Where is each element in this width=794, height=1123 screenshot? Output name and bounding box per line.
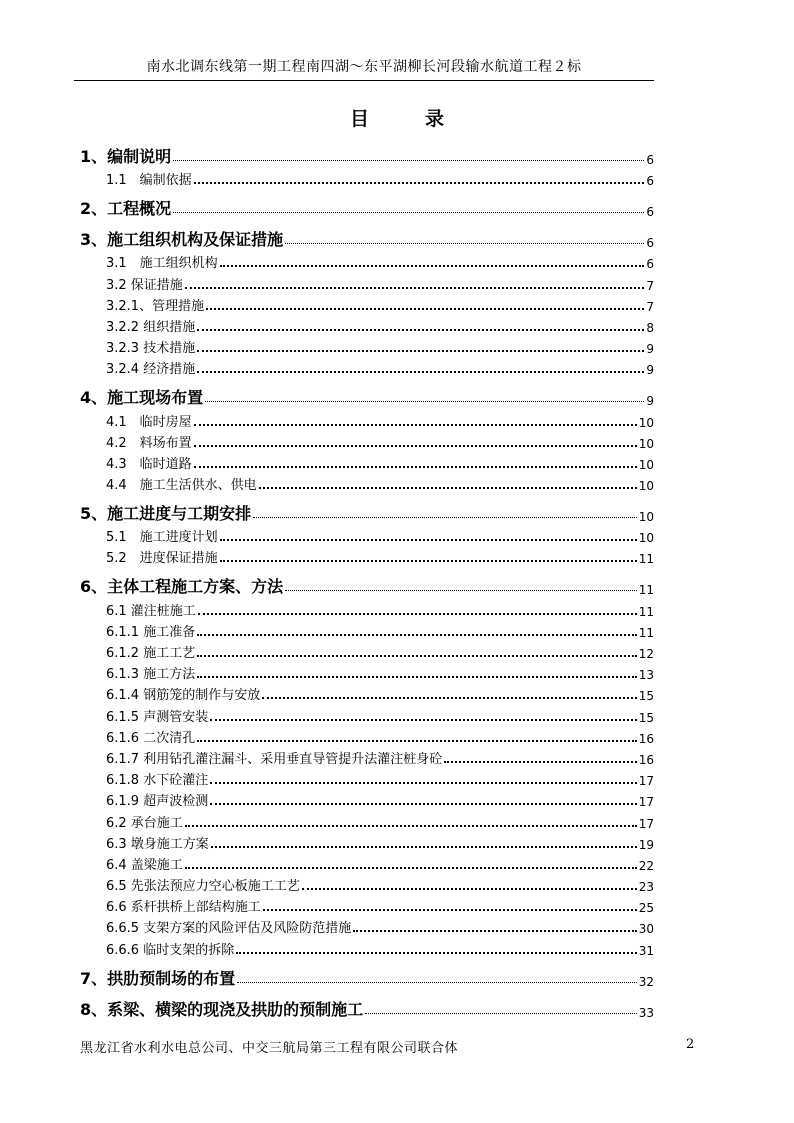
toc-section-entry[interactable]: [80, 314, 654, 335]
toc-entry-page: 7: [646, 299, 654, 314]
toc-entry-label: 3.2.4 经济措施: [106, 362, 196, 378]
toc-entry-label: 4.1 临时房屋: [106, 414, 192, 430]
toc-entry-page: 33: [638, 1005, 654, 1020]
toc-entry-page: 9: [646, 394, 654, 409]
toc-entry-label: 8、系梁、横梁的现浇及拱肋的预制施工: [80, 999, 364, 1019]
toc-section-entry[interactable]: [80, 356, 654, 377]
toc-entry-page: 15: [638, 710, 654, 725]
toc-entry-page: 17: [638, 816, 654, 831]
toc-section-entry[interactable]: [80, 250, 654, 271]
toc-section-entry[interactable]: [80, 408, 654, 429]
toc-section-entry[interactable]: [80, 936, 654, 957]
toc-entry-page: 10: [638, 457, 654, 472]
toc-leader-dots: [353, 930, 637, 932]
toc-entry-label: 3.2.1、管理措施: [106, 298, 205, 314]
toc-entry-label: 6.1.1 施工准备: [106, 624, 196, 640]
toc-section-entry[interactable]: [80, 746, 654, 767]
toc-leader-dots: [236, 952, 637, 954]
toc-section-entry[interactable]: [80, 809, 654, 830]
toc-chapter-entry[interactable]: [80, 566, 654, 597]
toc-entry-label: 6.1.6 二次清孔: [106, 730, 196, 746]
toc-entry-label: 6.1 灌注桩施工: [106, 603, 196, 619]
toc-leader-dots: [220, 539, 637, 541]
toc-leader-dots: [259, 487, 637, 489]
toc-chapter-entry[interactable]: [80, 219, 654, 250]
toc-leader-dots: [185, 867, 637, 869]
toc-entry-page: 15: [638, 689, 654, 704]
toc-entry-label: 3.1 施工组织机构: [106, 256, 218, 272]
toc-entry-label: 1.1 编制依据: [106, 173, 192, 189]
toc-section-entry[interactable]: [80, 167, 654, 188]
toc-chapter-entry[interactable]: [80, 136, 654, 167]
toc-leader-dots: [194, 424, 637, 426]
toc-leader-dots: [253, 517, 637, 518]
toc-leader-dots: [210, 803, 637, 805]
toc-section-entry[interactable]: [80, 725, 654, 746]
toc-leader-dots: [197, 634, 637, 636]
toc-leader-dots: [210, 719, 637, 721]
toc-leader-dots: [197, 676, 637, 678]
toc-entry-label: 6.6 系杆拱桥上部结构施工: [106, 900, 261, 916]
toc-title: [0, 104, 794, 131]
toc-leader-dots: [263, 909, 637, 911]
toc-entry-page: 31: [638, 943, 654, 958]
toc-entry-label: 6.4 盖梁施工: [106, 857, 183, 873]
toc-entry-label: 6.1.2 施工工艺: [106, 646, 196, 661]
footer-organization: 黑龙江省水利水电总公司、中交三航局第三工程有限公司联合体: [80, 1041, 459, 1056]
toc-entry-page: 22: [638, 858, 654, 873]
toc-entry-label: 6.1.4 钢筋笼的制作与安放: [106, 688, 261, 704]
toc-leader-dots: [197, 371, 644, 373]
toc-entry-label: 3、施工组织机构及保证措施: [80, 230, 284, 250]
toc-entry-label: 3.2 保证措施: [106, 277, 183, 293]
toc-entry-page: 16: [638, 752, 654, 767]
toc-section-entry[interactable]: [80, 767, 654, 788]
running-header: 南水北调东线第一期工程南四湖～东平湖柳长河段输水航道工程２标: [146, 59, 582, 75]
toc-leader-dots: [262, 697, 637, 699]
toc-section-entry[interactable]: [80, 852, 654, 873]
toc-entry-page: 9: [646, 342, 654, 357]
toc-leader-dots: [173, 160, 644, 161]
toc-leader-dots: [444, 761, 637, 763]
toc-entry-label: 5.2 进度保证措施: [106, 551, 218, 567]
toc-chapter-entry[interactable]: [80, 493, 654, 524]
toc-entry-label: 6.5 先张法预应力空心板施工工艺: [106, 879, 300, 895]
toc-entry-label: 7、拱肋预制场的布置: [80, 968, 236, 988]
table-of-contents: [80, 136, 654, 1020]
toc-section-entry[interactable]: [80, 788, 654, 809]
toc-entry-page: 6: [646, 153, 654, 167]
page-number: 2: [686, 1037, 695, 1052]
toc-section-entry[interactable]: [80, 597, 654, 618]
toc-section-entry[interactable]: [80, 619, 654, 640]
toc-entry-page: 6: [646, 257, 654, 272]
toc-leader-dots: [206, 308, 644, 310]
toc-section-entry[interactable]: [80, 682, 654, 703]
toc-entry-label: 6.1.8 水下砼灌注: [106, 773, 209, 789]
toc-chapter-entry[interactable]: [80, 188, 654, 219]
toc-entry-page: 10: [638, 436, 654, 451]
toc-section-entry[interactable]: [80, 430, 654, 451]
toc-entry-label: 3.2.3 技术措施: [106, 341, 196, 357]
toc-section-entry[interactable]: [80, 545, 654, 566]
toc-entry-label: 3.2.2 组织措施: [106, 319, 196, 335]
toc-entry-label: 2、工程概况: [80, 199, 172, 219]
toc-entry-page: 11: [638, 625, 654, 640]
toc-entry-page: 10: [638, 531, 654, 546]
toc-section-entry[interactable]: [80, 894, 654, 915]
toc-chapter-entry[interactable]: [80, 958, 654, 989]
toc-leader-dots: [211, 846, 637, 848]
toc-entry-label: 4.4 施工生活供水、供电: [106, 478, 257, 494]
toc-chapter-entry[interactable]: [80, 377, 654, 408]
toc-leader-dots: [220, 560, 637, 562]
toc-leader-dots: [194, 445, 637, 447]
toc-entry-page: 32: [638, 974, 654, 989]
toc-section-entry[interactable]: [80, 831, 654, 852]
toc-entry-label: 5、施工进度与工期安排: [80, 504, 252, 524]
toc-entry-label: 6.1.9 超声波检测: [106, 794, 209, 810]
toc-entry-page: 10: [638, 415, 654, 430]
toc-leader-dots: [237, 982, 637, 983]
toc-entry-label: 6.6.6 临时支架的拆除: [106, 942, 235, 958]
toc-entry-page: 16: [638, 731, 654, 746]
toc-entry-label: 1、编制说明: [80, 147, 172, 166]
toc-leader-dots: [185, 825, 637, 827]
toc-section-entry[interactable]: [80, 661, 654, 682]
toc-leader-dots: [220, 265, 645, 267]
toc-leader-dots: [302, 888, 637, 890]
toc-entry-label: 6、主体工程施工方案、方法: [80, 577, 284, 597]
toc-entry-page: 17: [638, 774, 654, 789]
toc-leader-dots: [205, 401, 644, 402]
toc-entry-page: 6: [646, 174, 654, 189]
toc-entry-page: 6: [646, 205, 654, 220]
toc-leader-dots: [285, 243, 644, 244]
toc-section-entry[interactable]: [80, 524, 654, 545]
toc-section-entry[interactable]: [80, 472, 654, 493]
toc-leader-dots: [194, 182, 645, 184]
toc-entry-page: 30: [638, 922, 654, 937]
toc-leader-dots: [197, 329, 644, 331]
toc-section-entry[interactable]: [80, 335, 654, 356]
toc-entry-label: 6.1.3 施工方法: [106, 667, 196, 683]
toc-leader-dots: [197, 740, 637, 742]
toc-entry-page: 12: [638, 647, 654, 661]
toc-entry-page: 10: [638, 510, 654, 525]
toc-title-char-2: 录: [425, 108, 445, 130]
toc-entry-label: 4、施工现场布置: [80, 388, 204, 408]
toc-entry-page: 7: [646, 278, 654, 293]
toc-section-entry[interactable]: [80, 293, 654, 314]
toc-section-entry[interactable]: [80, 271, 654, 292]
toc-leader-dots: [285, 590, 637, 591]
toc-entry-page: 13: [638, 668, 654, 683]
toc-entry-page: 23: [638, 880, 654, 895]
toc-entry-label: 6.1.7 利用钻孔灌注漏斗、采用垂直导管提升法灌注桩身砼: [106, 751, 443, 767]
toc-entry-page: 11: [638, 583, 654, 598]
toc-entry-label: 6.6.5 支架方案的风险评估及风险防范措施: [106, 921, 352, 937]
toc-entry-page: 6: [646, 236, 654, 251]
toc-section-entry[interactable]: [80, 451, 654, 472]
toc-leader-dots: [185, 287, 645, 289]
toc-entry-page: 8: [646, 320, 654, 335]
toc-entry-page: 17: [638, 795, 654, 810]
toc-entry-label: 4.3 临时道路: [106, 456, 192, 472]
toc-chapter-entry[interactable]: [80, 989, 654, 1020]
toc-leader-dots: [194, 466, 637, 468]
toc-entry-page: 19: [638, 837, 654, 852]
toc-leader-dots: [198, 613, 637, 615]
toc-entry-label: 6.1.5 声测管安装: [106, 709, 209, 725]
toc-entry-page: 11: [638, 552, 654, 567]
toc-entry-page: 25: [638, 901, 654, 916]
toc-entry-page: 9: [646, 363, 654, 378]
toc-leader-dots: [210, 782, 637, 784]
toc-leader-dots: [197, 655, 637, 657]
toc-section-entry[interactable]: [80, 703, 654, 724]
toc-section-entry[interactable]: [80, 640, 654, 661]
toc-entry-label: 4.2 料场布置: [106, 435, 192, 451]
toc-leader-dots: [197, 350, 644, 352]
header-rule: [74, 80, 654, 81]
toc-entry-label: 6.3 墩身施工方案: [106, 836, 209, 852]
toc-entry-page: 10: [638, 479, 654, 494]
toc-section-entry[interactable]: [80, 873, 654, 894]
toc-title-char-1: 目: [349, 108, 369, 130]
toc-section-entry[interactable]: [80, 915, 654, 936]
toc-leader-dots: [173, 212, 644, 213]
toc-entry-page: 11: [638, 604, 654, 619]
toc-entry-label: 5.1 施工进度计划: [106, 530, 218, 546]
toc-entry-label: 6.2 承台施工: [106, 815, 183, 831]
toc-leader-dots: [365, 1013, 637, 1014]
